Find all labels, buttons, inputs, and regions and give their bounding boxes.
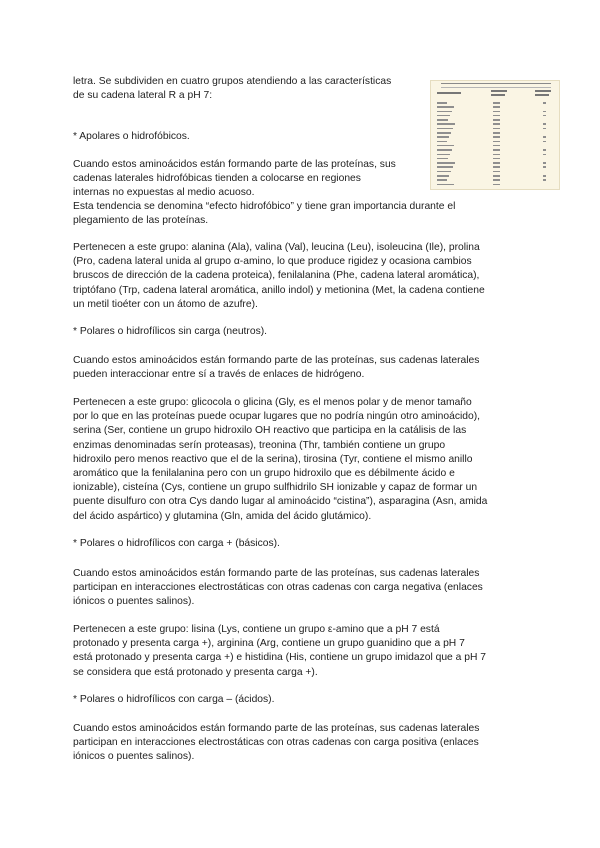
apolar-section <box>73 130 533 144</box>
text-line: triptófano (Trp, cadena lateral aromática, anillo indol) y metionina (Met, la cadena contiene <box>73 284 485 296</box>
text-line: Cuando estos aminoácidos están formando parte de las proteínas, sus cadenas laterales <box>73 723 480 734</box>
polar-neutral-section <box>73 325 533 339</box>
text-line: Cuando estos aminoácidos están formando parte de las proteínas, sus cadenas laterales <box>73 355 480 366</box>
text-line: está protonado y presenta carga +) e histidina (His, contiene un grupo imidazol que a pH 7 <box>73 652 486 664</box>
text-line: iónicos o puentes salinos). <box>73 751 195 763</box>
text-line: iónicos o puentes salinos). <box>73 596 195 608</box>
text-line: Esta tendencia se denomina “efecto hidrofóbico” y tiene gran importancia durante el <box>73 201 456 212</box>
text-line: plegamiento de las proteínas. <box>73 215 209 227</box>
text-line: Pertenecen a este grupo: glicocola o glicina (Gly, es el menos polar y de menor tamaño <box>73 397 472 408</box>
text-line: por lo que en las proteínas puede ocupar lugares que no podría ningún otro aminoácido), <box>73 411 481 423</box>
table-header <box>435 90 555 98</box>
text-line: ionizable), cisteína (Cys, contiene un grupo sulfhidrilo SH ionizable y capaz de formar un <box>73 482 478 494</box>
text-line: participan en interacciones electrostáticas con otras cadenas con carga negativa (enlaces <box>73 582 483 594</box>
section-heading: * Polares o hidrofílicos con carga + (básicos). <box>73 538 280 549</box>
text-line: enzimas denominadas serín proteasas), treonina (Thr, también contiene un grupo <box>73 439 446 451</box>
text-line: pueden interaccionar entre sí a través de enlaces de hidrógeno. <box>73 369 365 381</box>
apolar-paragraph-1 <box>73 158 423 201</box>
polar-acid-paragraph-1 <box>73 722 533 765</box>
section-heading: * Apolares o hidrofóbicos. <box>73 131 190 142</box>
table-row <box>435 183 555 187</box>
intro-paragraph <box>73 75 423 103</box>
table-title-rule <box>441 83 551 88</box>
polar-basic-members-paragraph <box>73 623 533 680</box>
apolar-members-paragraph <box>73 241 533 312</box>
text-line: Pertenecen a este grupo: alanina (Ala), valina (Val), leucina (Leu), isoleucina (Ile), prolina <box>73 242 480 253</box>
polar-basic-section <box>73 537 533 551</box>
text-line: (Pro, cadena lateral unida al grupo α-amino, lo que produce rigidez y ocasiona cambios <box>73 256 472 268</box>
text-line: aromático que la fenilalanina pero con un grupo hidroxilo que es débilmente ácido e <box>73 468 455 480</box>
text-line: cadenas laterales hidrofóbicas tienden a colocarse en regiones <box>73 173 361 185</box>
text-line: de su cadena lateral R a pH 7: <box>73 90 213 102</box>
text-line: un metil tioéter con un átomo de azufre). <box>73 298 258 310</box>
text-line: Cuando estos aminoácidos están formando parte de las proteínas, sus <box>73 159 396 170</box>
polar-acid-section <box>73 693 533 707</box>
text-line: serina (Ser, contiene un grupo hidroxilo OH reactivo que participa en la catálisis de las <box>73 425 467 437</box>
text-line: protonado y presenta carga +), arginina (Arg, contiene un grupo guanidino que a pH 7 <box>73 638 465 650</box>
text-line: se considera que está protonado y presenta carga +). <box>73 666 318 678</box>
apolar-paragraph-2 <box>73 200 533 228</box>
text-line: Pertenecen a este grupo: lisina (Lys, contiene un grupo ε-amino que a pH 7 está <box>73 624 440 635</box>
text-line: del ácido aspártico) y glutamina (Gln, amida del ácido glutámico). <box>73 510 372 522</box>
text-line: bruscos de dirección de la cadena proteica), fenilalanina (Phe, cadena lateral aromática), <box>73 270 480 282</box>
text-line: Cuando estos aminoácidos están formando parte de las proteínas, sus cadenas laterales <box>73 568 480 579</box>
text-line: hidroxilo pero menos reactivo que el de la serina), tirosina (Tyr, contiene el mismo anillo <box>73 453 473 465</box>
text-line: letra. Se subdividen en cuatro grupos atendiendo a las características <box>73 76 392 87</box>
section-heading: * Polares o hidrofílicos sin carga (neutros). <box>73 326 268 337</box>
polar-neutral-members-paragraph <box>73 396 533 524</box>
polar-neutral-paragraph-1 <box>73 354 533 382</box>
section-heading: * Polares o hidrofílicos con carga – (ácidos). <box>73 694 275 705</box>
polar-basic-paragraph-1 <box>73 567 533 610</box>
text-line: puente disulfuro con otra Cys dando lugar al aminoácido “cistina”), asparagina (Asn, amida <box>73 496 488 508</box>
text-line: internas no expuestas al medio acuoso. <box>73 187 255 199</box>
text-line: participan en interacciones electrostáticas con otras cadenas con carga positiva (enlaces <box>73 737 479 749</box>
